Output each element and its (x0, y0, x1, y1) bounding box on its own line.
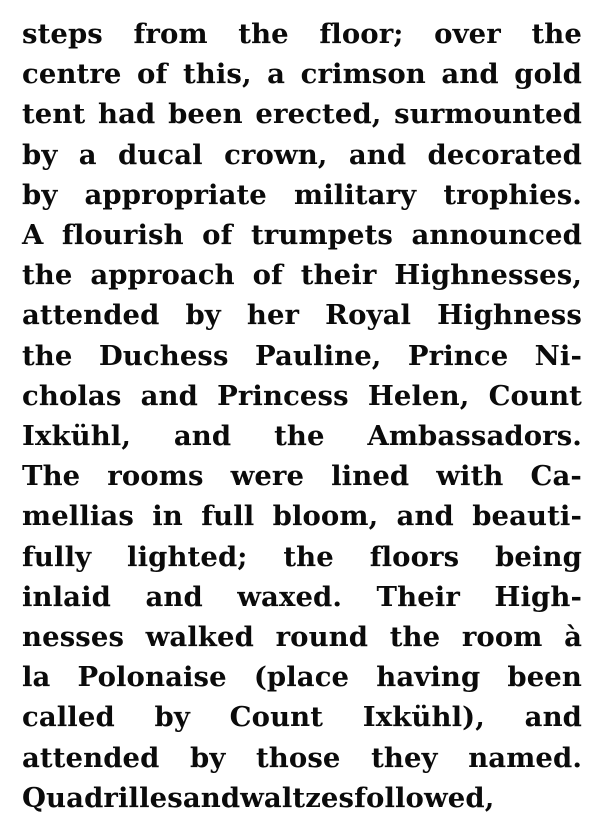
text-word: from (133, 18, 208, 50)
text-word: round (275, 621, 369, 654)
text-word: a (78, 138, 97, 171)
text-line (22, 94, 582, 134)
text-word: Highnesses, (394, 259, 582, 292)
text-word: High- (494, 580, 582, 613)
text-word: her (246, 299, 300, 332)
text-word: and (524, 701, 582, 734)
text-word: military (294, 178, 417, 211)
text-word: Count (229, 701, 324, 734)
text-word: cholas (22, 379, 122, 412)
text-word: Polonaise (77, 661, 227, 694)
text-word: crown, (224, 138, 328, 171)
text-line (22, 14, 582, 54)
text-word: Ni- (534, 339, 582, 372)
text-word: and (145, 580, 203, 613)
text-word: had (98, 98, 156, 131)
text-word: bloom, (272, 500, 379, 533)
text-word: trumpets (251, 219, 393, 252)
text-word: Princess (217, 379, 349, 412)
text-word: the (389, 621, 441, 654)
text-word: Count (488, 379, 582, 412)
text-word: Prince (407, 339, 509, 372)
text-word: the (274, 420, 325, 453)
text-word: gold (514, 58, 582, 91)
text-word: having (376, 661, 481, 694)
page-body-text (22, 14, 582, 818)
text-word: mellias (22, 500, 134, 533)
text-word: and (396, 500, 454, 533)
text-word: and (348, 138, 407, 171)
text-word: trophies. (443, 178, 582, 211)
text-line (22, 456, 582, 496)
text-word: waltzes (240, 781, 355, 814)
text-word: were (230, 460, 305, 493)
text-word: waxed. (237, 580, 343, 613)
text-word: those (255, 741, 341, 774)
text-word: floors (369, 540, 460, 573)
text-word: fully (22, 540, 92, 573)
text-word: followed, (354, 781, 495, 814)
text-word: walked (145, 621, 254, 654)
text-word: they (371, 741, 438, 774)
text-word: and (140, 379, 198, 412)
text-word: la (22, 661, 51, 694)
text-word: Duchess (98, 339, 229, 372)
text-word: erected, (255, 98, 382, 131)
text-word: rooms (107, 460, 204, 493)
text-line (22, 376, 582, 416)
text-word: their (300, 259, 377, 292)
text-word: full (201, 500, 255, 533)
text-word: of (252, 259, 283, 292)
text-line (22, 496, 582, 536)
text-word: Quadrilles (22, 781, 183, 814)
text-word: this, (182, 58, 252, 91)
text-word: of (137, 58, 168, 91)
text-word: surmounted (394, 98, 582, 131)
text-word: the (238, 18, 289, 50)
text-line (22, 657, 582, 697)
text-word: been (168, 98, 243, 131)
text-word: over (434, 18, 501, 50)
text-word: the (22, 259, 73, 292)
text-word: Ca- (530, 460, 582, 493)
text-line (22, 738, 582, 778)
text-word: lighted; (127, 540, 248, 573)
text-word: approach (90, 259, 235, 292)
text-word: Highness (437, 299, 582, 332)
text-word: by (154, 701, 190, 734)
text-word: crimson (300, 58, 426, 91)
text-word: the (531, 18, 582, 50)
text-word: Their (376, 580, 460, 613)
text-word: been (507, 661, 582, 694)
text-word: steps (22, 18, 103, 50)
text-word: attended (22, 299, 160, 332)
text-word: Pauline, (254, 339, 382, 372)
text-word: the (283, 540, 334, 573)
text-word: by (190, 741, 226, 774)
text-word: and (173, 420, 232, 453)
text-word: A (22, 219, 44, 252)
text-word: decorated (427, 138, 582, 171)
text-word: appropriate (84, 178, 267, 211)
text-word: lined (331, 460, 410, 493)
text-line (22, 697, 582, 737)
text-word: (place (253, 661, 350, 694)
text-line (22, 175, 582, 215)
text-line (22, 577, 582, 617)
text-word: ducal (118, 138, 203, 171)
text-word: by (22, 138, 58, 171)
text-word: attended (22, 741, 160, 774)
text-line (22, 295, 582, 335)
text-word: called (22, 701, 115, 734)
text-line (22, 537, 582, 577)
text-word: Ambassadors. (367, 420, 582, 453)
text-word: beauti- (472, 500, 582, 533)
text-word: The (22, 460, 81, 493)
text-word: room (461, 621, 543, 654)
text-word: floor; (319, 18, 404, 50)
text-word: named. (468, 741, 582, 774)
text-line (22, 416, 582, 456)
text-word: of (202, 219, 233, 252)
text-line (22, 336, 582, 376)
text-word: announced (411, 219, 582, 252)
text-word: nesses (22, 621, 125, 654)
text-word: by (22, 178, 58, 211)
text-line (22, 215, 582, 255)
text-line (22, 135, 582, 175)
text-line (22, 778, 582, 818)
text-line (22, 54, 582, 94)
text-word: Helen, (367, 379, 470, 412)
text-word: the (22, 339, 73, 372)
text-word: centre (22, 58, 122, 91)
text-word: tent (22, 98, 86, 131)
text-word: Royal (325, 299, 412, 332)
text-line (22, 617, 582, 657)
text-word: and (182, 781, 241, 814)
text-word: by (185, 299, 221, 332)
text-word: with (436, 460, 504, 493)
text-word: and (441, 58, 499, 91)
text-line (22, 255, 582, 295)
text-word: Ixkühl), (362, 701, 485, 734)
text-word: flourish (61, 219, 184, 252)
text-word: Ixkühl, (22, 420, 132, 453)
text-word: in (152, 500, 183, 533)
text-word: a (267, 58, 286, 91)
text-word: à (564, 621, 582, 654)
text-word: inlaid (22, 580, 111, 613)
text-word: being (495, 540, 582, 573)
